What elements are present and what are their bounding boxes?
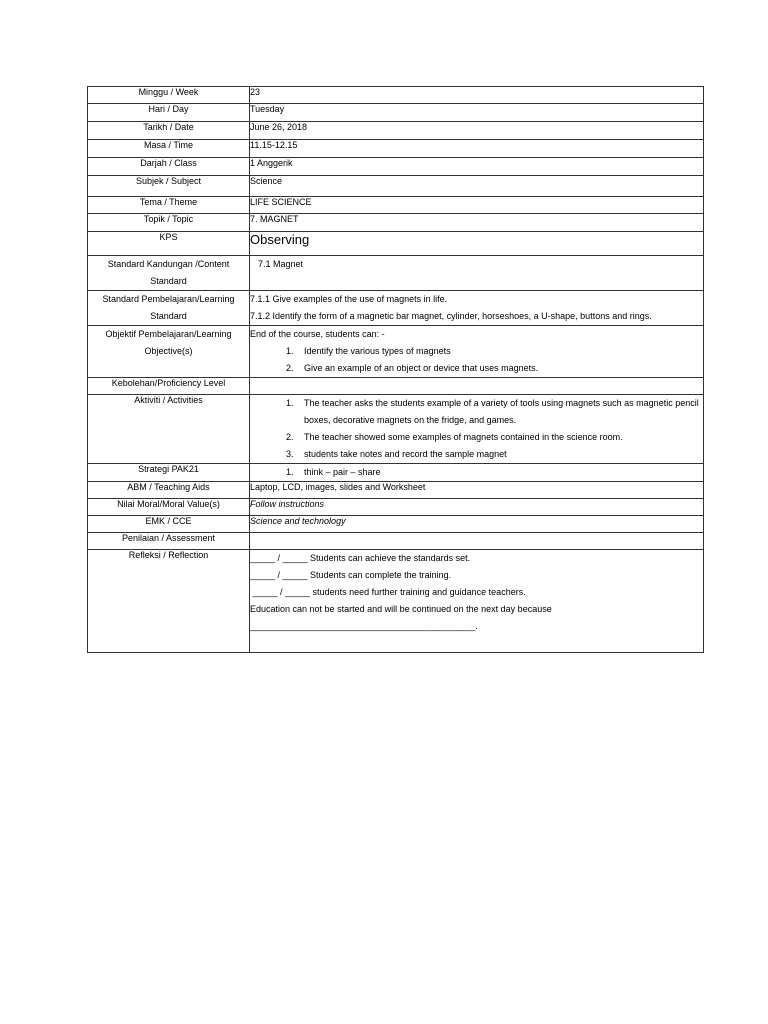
learning-standard-label-line2: Standard [150,311,187,321]
row-teaching-aids [88,482,704,499]
row-strategy [88,464,704,482]
teaching-aids-value: Laptop, LCD, images, slides and Worksheet [250,482,704,499]
objective-intro: End of the course, students can: - [250,329,385,339]
time-label: Masa / Time [88,140,250,158]
proficiency-value [250,378,704,395]
row-kps [88,232,704,256]
row-theme [88,197,704,214]
kps-value: Observing [250,232,704,256]
lesson-plan-table [87,86,704,653]
reflection-line: _____ / _____ Students can achieve the standards set. [250,553,471,563]
kps-label: KPS [88,232,250,256]
row-learning-standard [88,291,704,326]
objective-label-line2: Objective(s) [144,346,193,356]
learning-standard-value [250,291,704,326]
row-time [88,140,704,158]
date-label: Tarikh / Date [88,122,250,140]
content-standard-value [250,256,704,291]
row-activities [88,395,704,464]
row-day [88,104,704,122]
learning-standard-line: 7.1.1 Give examples of the use of magnets in life. [250,294,448,304]
theme-value: LIFE SCIENCE [250,197,704,214]
assessment-label: Penilaian / Assessment [88,533,250,550]
reflection-value [250,550,704,653]
cce-label: EMK / CCE [88,516,250,533]
list-item: 1. Identify the various types of magnets [296,343,703,360]
week-label: Minggu / Week [88,87,250,104]
content-standard-label-line2: Standard [150,276,187,286]
row-class [88,158,704,176]
row-week [88,87,704,104]
objective-label-line1: Objektif Pembelajaran/Learning [105,329,232,339]
activities-list [250,395,703,463]
strategy-label: Strategi PAK21 [88,464,250,482]
proficiency-label: Kebolehan/Proficiency Level [88,378,250,395]
row-moral-value [88,499,704,516]
list-item: 1. think – pair – share [296,464,703,481]
strategy-list [250,464,703,481]
row-assessment [88,533,704,550]
time-value: 11.15-12.15 [250,140,704,158]
topic-label: Topik / Topic [88,214,250,232]
objective-label [88,326,250,378]
row-cce [88,516,704,533]
day-value: Tuesday [250,104,704,122]
class-value: 1 Anggerik [250,158,704,176]
day-label: Hari / Day [88,104,250,122]
row-proficiency [88,378,704,395]
content-standard-label [88,256,250,291]
learning-standard-label-line1: Standard Pembelajaran/Learning [102,294,235,304]
row-date [88,122,704,140]
learning-standard-label [88,291,250,326]
date-value: June 26, 2018 [250,122,704,140]
moral-value-value: Follow instructions [250,499,704,516]
reflection-line: _____ / _____ Students can complete the training. [250,570,452,580]
theme-label: Tema / Theme [88,197,250,214]
reflection-line: _____ / _____ students need further training and guidance teachers. [250,587,526,597]
row-reflection [88,550,704,653]
week-value: 23 [250,87,704,104]
assessment-value [250,533,704,550]
learning-standard-line: 7.1.2 Identify the form of a magnetic bar magnet, cylinder, horseshoes, a U-shape, buttons and rings. [250,311,652,321]
reflection-line: Education can not be started and will be continued on the next day because [250,604,552,614]
row-subject [88,176,704,197]
list-item: 2. The teacher showed some examples of magnets contained in the science room. [296,429,703,446]
list-item: 3. students take notes and record the sample magnet [296,446,703,463]
list-item: 1. The teacher asks the students example of a variety of tools using magnets such as magnetic pencil boxes, decorative magnets on the fridge, and games. [296,395,703,429]
reflection-label: Refleksi / Reflection [88,550,250,653]
content-standard-label-line1: Standard Kandungan /Content [107,259,230,269]
teaching-aids-label: ABM / Teaching Aids [88,482,250,499]
subject-label: Subjek / Subject [88,176,250,197]
list-item: 2. Give an example of an object or device that uses magnets. [296,360,703,377]
objective-list [250,343,703,377]
topic-value: 7. MAGNET [250,214,704,232]
strategy-value [250,464,704,482]
activities-label: Aktiviti / Activities [88,395,250,464]
class-label: Darjah / Class [88,158,250,176]
reflection-blank-line: _____________________________________________. [250,621,478,631]
cce-value: Science and technology [250,516,704,533]
moral-value-label: Nilai Moral/Moral Value(s) [88,499,250,516]
row-content-standard [88,256,704,291]
content-standard-text: 7.1 Magnet [258,259,304,269]
objective-value [250,326,704,378]
activities-value [250,395,704,464]
row-topic [88,214,704,232]
subject-value: Science [250,176,704,197]
row-objective [88,326,704,378]
